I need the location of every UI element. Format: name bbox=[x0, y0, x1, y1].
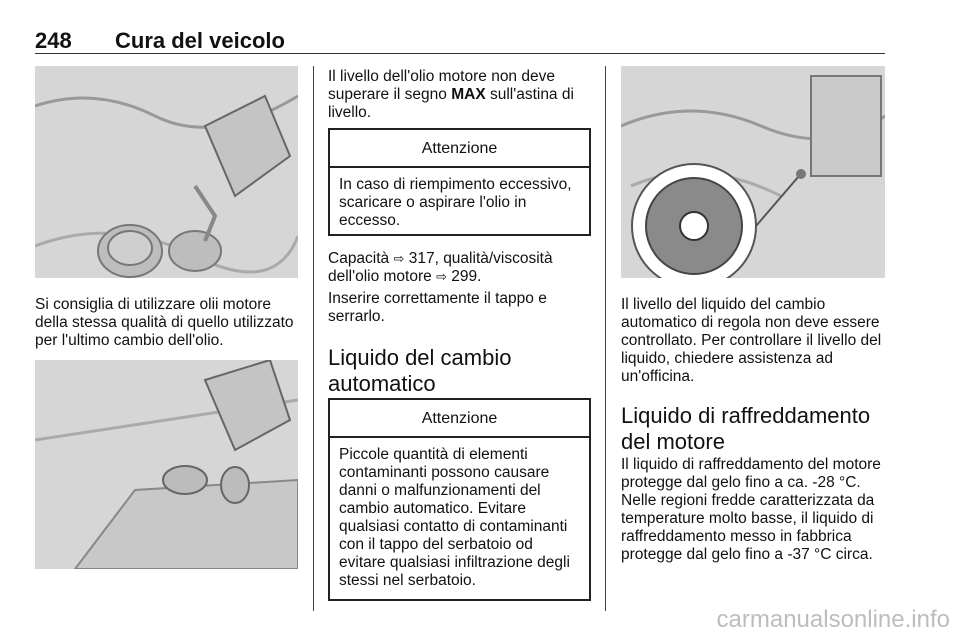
page-ref-317[interactable]: 317 bbox=[408, 250, 435, 267]
max-mark-label: MAX bbox=[451, 86, 486, 103]
transmission-level-paragraph: Il livello del liquido del cambio automatico di regola non deve essere controllato. Per controllare il livello del liquido, chiedere assistenza ad un'officina. bbox=[621, 296, 882, 385]
transmission-cap-image bbox=[621, 66, 885, 278]
page-number: 248 bbox=[35, 28, 72, 53]
oil-filling-illustration bbox=[35, 66, 298, 278]
watermark: carmanualsonline.info bbox=[716, 606, 950, 633]
coolant-paragraph: Il liquido di raffreddamento del motore protegge dal gelo fino a ca. -28 °C. Nelle regioni fredde caratterizzata da temperature molto basse, il liquido di raffreddamento messo in fabbrica protegge dal gelo fino a -37 °C circa. bbox=[621, 456, 881, 563]
page-ref-icon: ⇨ bbox=[393, 251, 405, 266]
column-divider-2 bbox=[605, 66, 606, 611]
oil-filling-image bbox=[35, 66, 298, 278]
oil-quality-paragraph: Si consiglia di utilizzare olii motore della stessa qualità di quello utilizzato per l'ultimo cambio dell'olio. bbox=[35, 296, 294, 349]
caution-box-contaminants bbox=[328, 398, 591, 601]
caution-box-body: In caso di riempimento eccessivo, scaricare o aspirare l'olio in eccesso. bbox=[339, 176, 572, 229]
caution-box-body: Piccole quantità di elementi contaminanti possono causare danni o malfunzionamenti del cambio automatico. Evitare qualsiasi contatto di contaminanti con il tappo del serbatoio od evitare qualsiasi infiltrazione degli stessi nel serbatoio. bbox=[339, 446, 570, 589]
oil-level-text-start: Il livello dell'olio motore non deve superare il segno bbox=[328, 68, 555, 103]
caution-box-overfill bbox=[328, 128, 591, 236]
viscosity-text: , qualità/viscosità dell'olio motore bbox=[328, 250, 553, 285]
oil-cover-image bbox=[35, 360, 298, 569]
capacity-period: . bbox=[477, 268, 482, 285]
oil-level-text-end: sull'astina di livello. bbox=[328, 86, 574, 121]
page-ref-icon: ⇨ bbox=[436, 269, 447, 284]
column-divider-1 bbox=[313, 66, 314, 611]
cap-paragraph: Inserire correttamente il tappo e serrarlo. bbox=[328, 290, 547, 325]
capacity-paragraph bbox=[328, 250, 593, 286]
capacity-text: Capacità bbox=[328, 250, 394, 267]
transmission-cap-illustration bbox=[621, 66, 885, 278]
caution-box-heading: Attenzione bbox=[330, 400, 589, 438]
transmission-fluid-heading: Liquido del cambio automatico bbox=[328, 345, 512, 396]
section-title: Cura del veicolo bbox=[115, 28, 285, 53]
caution-box-heading: Attenzione bbox=[330, 130, 589, 168]
coolant-heading: Liquido di raffreddamento del motore bbox=[621, 403, 871, 454]
oil-cover-illustration bbox=[35, 360, 298, 569]
oil-level-paragraph bbox=[328, 68, 593, 122]
header-divider bbox=[35, 53, 885, 54]
page-ref-299[interactable]: 299 bbox=[451, 268, 478, 285]
